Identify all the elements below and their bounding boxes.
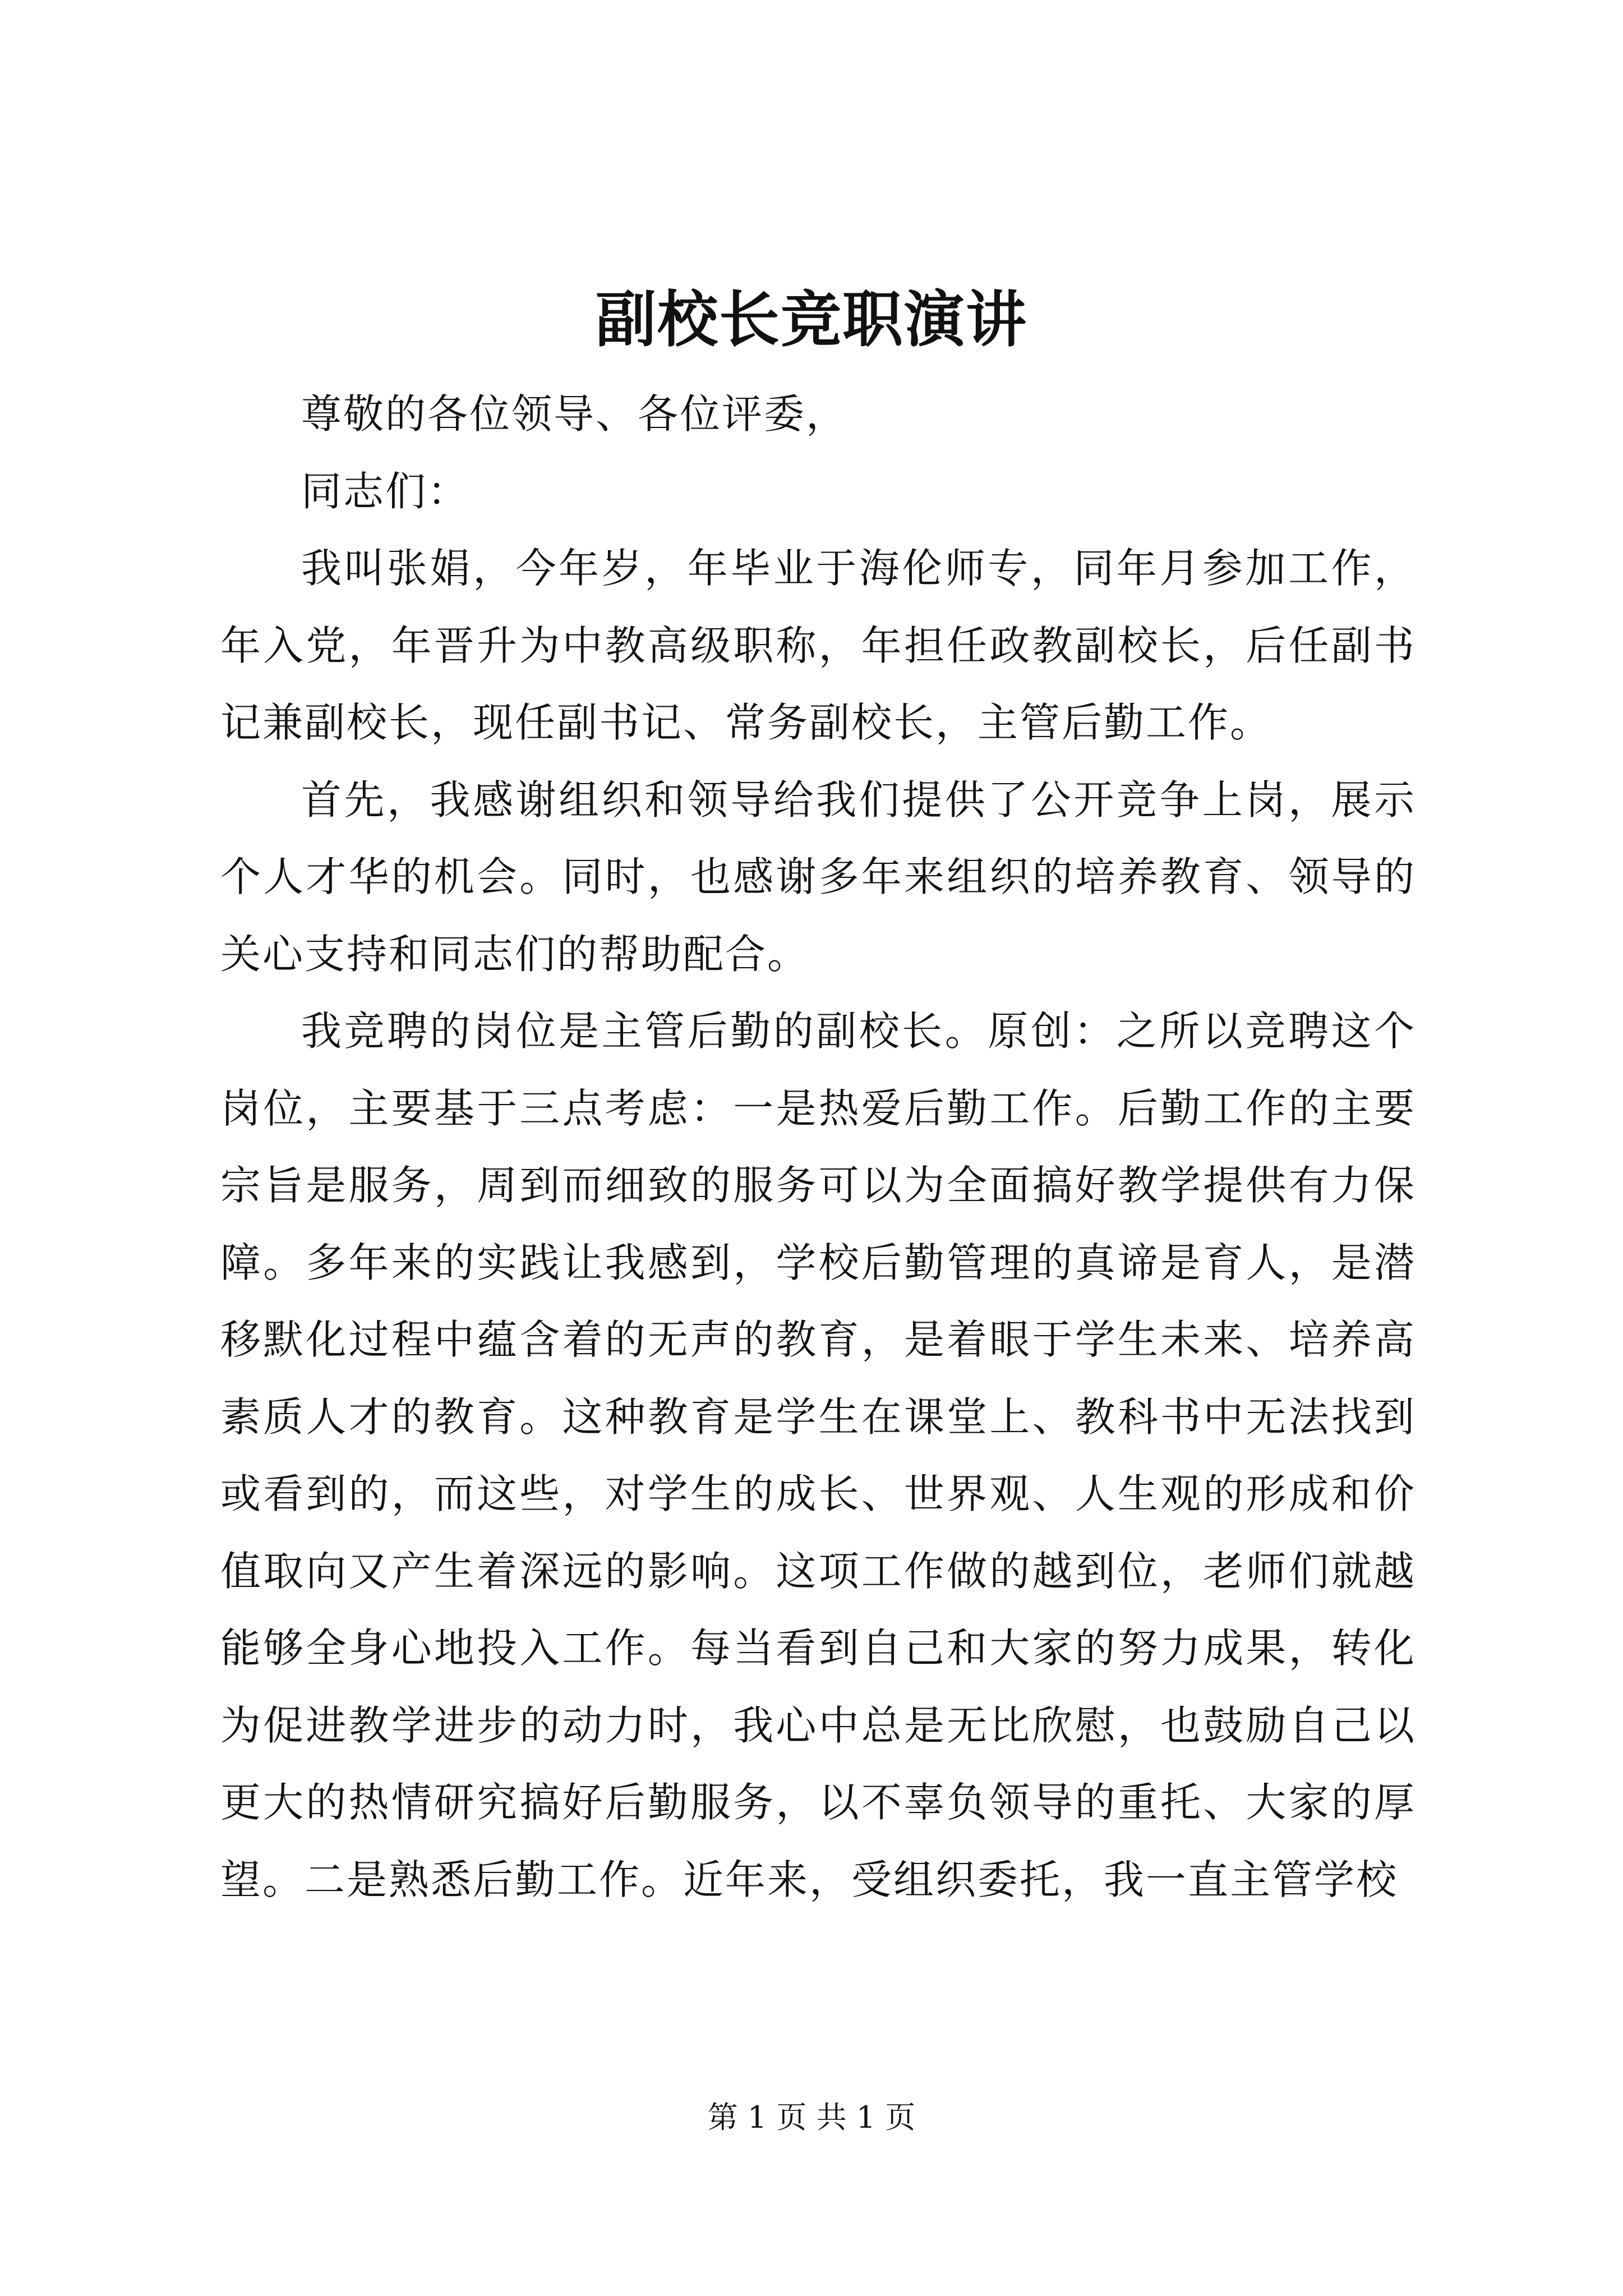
paragraph-motivation: 我竞聘的岗位是主管后勤的副校长。原创：之所以竞聘这个岗位，主要基于三点考虑：一是热爱后勤工作。后勤工作的主要宗旨是服务，周到而细致的服务可以为全面搞好教学提供有力保障。多年来的实践让我感到，学校后勤管理的真谛是育人，是潜移默化过程中蕴含着的无声的教育，是着眼于学生未来、培养高素质人才的教育。这种教育是学生在课堂上、教科书中无法找到或看到的，而这些，对学生的成长、世界观、人生观的形成和价值取向又产生着深远的影响。这项工作做的越到位，老师们就越能够全身心地投入工作。每当看到自己和大家的努力成果，转化为促进教学进步的动力时，我心中总是无比欣慰，也鼓励自己以更大的热情研究搞好后勤服务，以不辜负领导的重托、大家的厚望。二是熟悉后勤工作。近年来，受组织委托，我一直主管学校	[220, 1007, 1416, 1903]
document-body	[220, 376, 1416, 1918]
paragraph-thanks: 首先，我感谢组织和领导给我们提供了公开竞争上岗，展示个人才华的机会。同时，也感谢多年来组织的培养教育、领导的关心支持和同志们的帮助配合。	[220, 776, 1416, 978]
salutation-line-1: 尊敬的各位领导、各位评委，	[301, 390, 849, 438]
paragraph-introduction: 我叫张娟，今年岁，年毕业于海伦师专，同年月参加工作，年入党，年晋升为中教高级职称，年担任政教副校长，后任副书记兼副校长，现任副书记、常务副校长，主管后勤工作。	[220, 545, 1416, 746]
document-title: 副校长竞职演讲	[595, 284, 1027, 355]
salutation-line-2: 同志们：	[301, 467, 470, 515]
page-footer: 第 1 页 共 1 页	[707, 2100, 916, 2135]
